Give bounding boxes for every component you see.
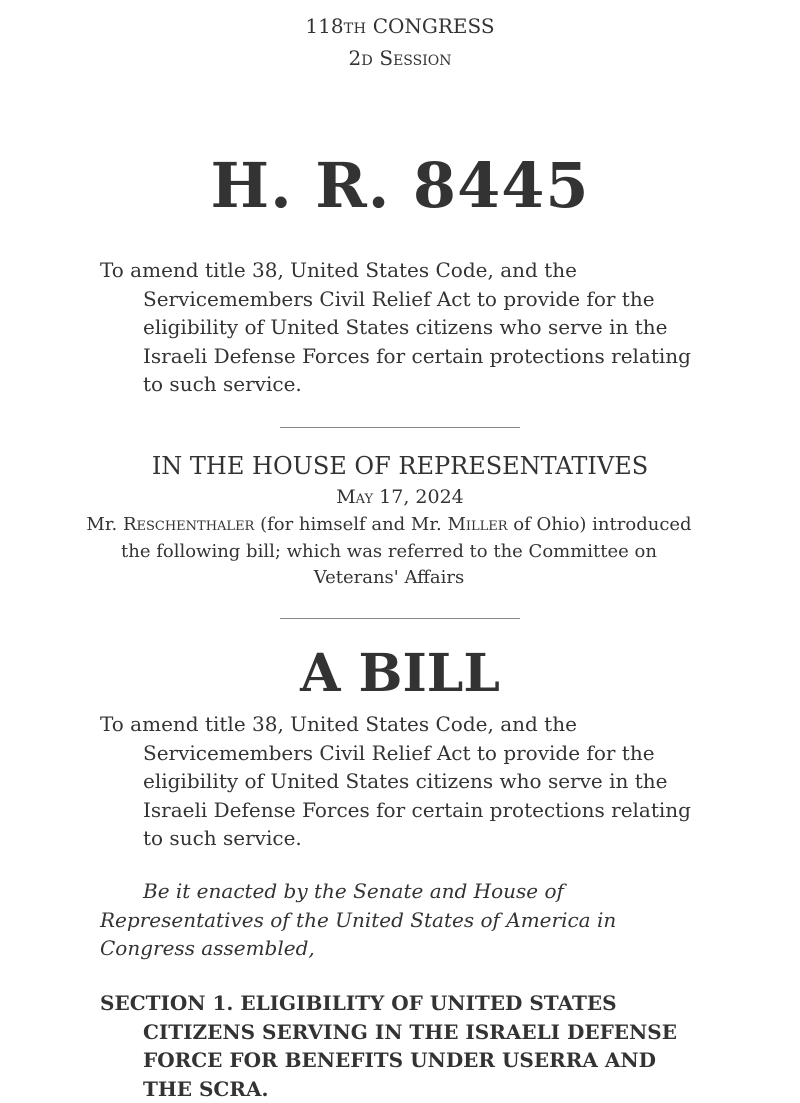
divider: [280, 618, 520, 619]
bill-purpose: To amend title 38, United States Code, and the Servicemembers Civil Relief Act to provide for the eligibility of United States citizens who serve in the Israeli Defense Forces for certain protections relating to such service.: [100, 258, 691, 396]
chamber-heading: IN THE HOUSE OF REPRESENTATIVES: [151, 452, 649, 480]
divider: [280, 427, 520, 428]
ordinal-suffix: D: [361, 53, 374, 69]
section-1-heading: SECTION 1. ELIGIBILITY OF UNITED STATES CITIZENS SERVING IN THE ISRAELI DEFENSE FORCE FOR BENEFITS UNDER USERRA AND THE SCRA.: [100, 991, 677, 1101]
enacting-clause: Be it enacted by the Senate and House of Representatives of the United States of America in Congress assembled,: [100, 879, 617, 960]
session-word: Session: [379, 46, 452, 70]
introduction-statement: Mr. Reschenthaler (for himself and Mr. Miller of Ohio) introduced the following bill; which was referred to the Committee on Veterans' Affairs: [86, 514, 692, 588]
session-line: 2D Session: [348, 46, 452, 70]
congress-line: 118TH CONGRESS: [305, 14, 495, 38]
congress-session-header: [0, 12, 800, 76]
ordinal-suffix: TH: [343, 21, 367, 37]
sponsor-name: Reschenthaler: [122, 514, 255, 535]
bill-number: H. R. 8445: [210, 149, 590, 222]
bill-long-title: To amend title 38, United States Code, and the Servicemembers Civil Relief Act to provide for the eligibility of United States citizens who serve in the Israeli Defense Forces for certain protections relating to such service.: [100, 712, 691, 850]
cosponsor-name: Miller: [447, 514, 508, 535]
a-bill-heading: A BILL: [300, 643, 500, 704]
introduction-date: May 17, 2024: [336, 486, 464, 508]
